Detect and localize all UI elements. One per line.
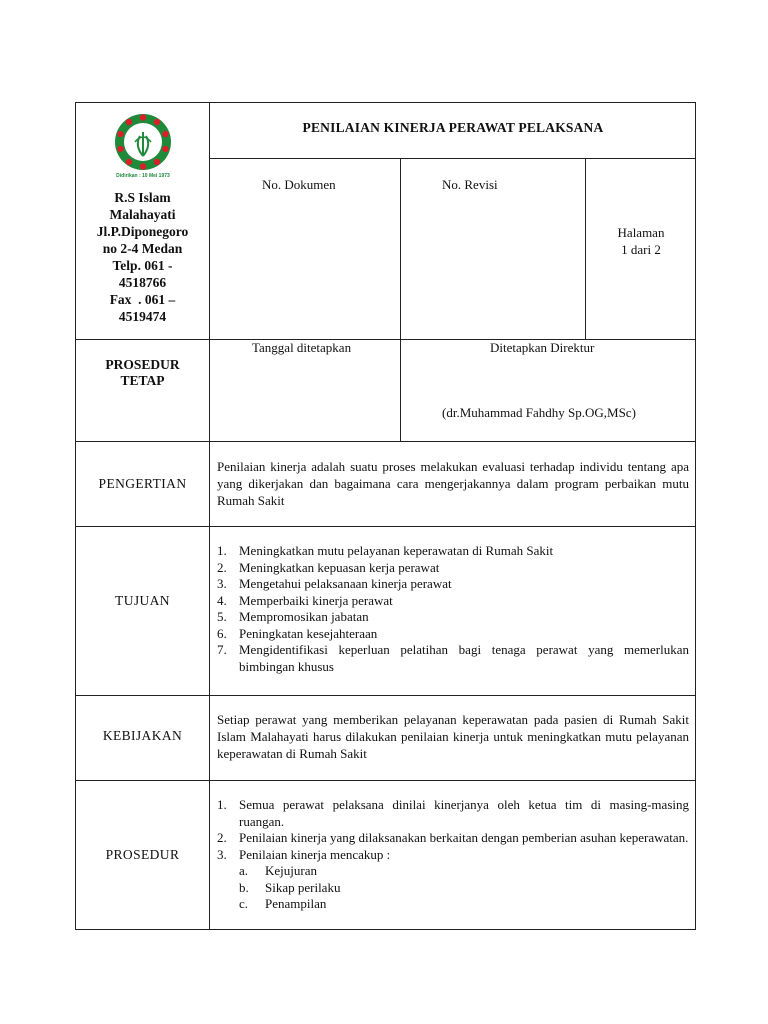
list-number: 6. xyxy=(217,625,227,641)
list-item xyxy=(217,609,689,626)
tujuan-list xyxy=(217,543,689,675)
prosedur-list xyxy=(217,797,689,913)
list-item xyxy=(217,560,689,577)
document-type-line: TETAP xyxy=(120,373,165,388)
hospital-line: Fax . 061 – xyxy=(109,292,176,307)
halaman-label: Halaman xyxy=(617,225,665,240)
sub-list-item xyxy=(217,863,689,880)
no-dokumen-label: No. Dokumen xyxy=(262,177,336,192)
row-divider xyxy=(76,695,696,696)
prosedur-label: PROSEDUR xyxy=(105,847,180,862)
hospital-line: 4519474 xyxy=(118,309,167,324)
list-item xyxy=(217,847,689,864)
list-text: Mengidentifikasi keperluan pelatihan bagi tenaga perawat yang memerlukan bimbingan khusus xyxy=(239,642,689,674)
row-divider xyxy=(210,158,696,159)
sub-list-letter: a. xyxy=(239,863,249,878)
list-item xyxy=(217,797,689,830)
sub-list-item xyxy=(217,896,689,913)
row-divider xyxy=(76,780,696,781)
sub-list-text: Kejujuran xyxy=(265,863,317,878)
logo-caption: Didirikan : 10 Mei 1973 xyxy=(116,173,170,179)
hospital-logo xyxy=(112,112,174,182)
halaman-cell xyxy=(586,224,696,258)
tujuan-label: TUJUAN xyxy=(115,593,170,608)
list-number: 5. xyxy=(217,609,227,624)
hospital-line: Jl.P.Diponegoro xyxy=(96,224,189,239)
list-number: 1. xyxy=(217,797,227,812)
list-number: 2. xyxy=(217,559,227,575)
sub-list-letter: c. xyxy=(239,896,249,911)
list-text: Meningkatkan mutu pelayanan keperawatan di Rumah Sakit xyxy=(239,543,554,558)
pengertian-text: Penilaian kinerja adalah suatu proses melakukan evaluasi terhadap individu tentang apa yang dikerjakan dan bagaimana cara mengerjakannya dalam program perbaikan mutu Rumah Sakit xyxy=(217,459,689,508)
hospital-line: R.S Islam xyxy=(114,190,171,205)
pengertian-label: PENGERTIAN xyxy=(98,476,187,491)
logo-emblem-icon xyxy=(112,112,174,182)
list-text: Peningkatan kesejahteraan xyxy=(239,625,378,641)
document-type-line: PROSEDUR xyxy=(105,357,180,372)
list-text: Penilaian kinerja mencakup : xyxy=(239,846,391,862)
list-text: Mempromosikan jabatan xyxy=(239,609,369,624)
list-number: 3. xyxy=(217,576,227,591)
director-name: (dr.Muhammad Fahdhy Sp.OG,MSc) xyxy=(442,405,636,420)
list-item xyxy=(217,830,689,847)
halaman-value: 1 dari 2 xyxy=(621,242,661,257)
sub-list-text: Penampilan xyxy=(265,896,327,911)
list-number: 2. xyxy=(217,830,227,845)
row-divider xyxy=(76,526,696,527)
column-divider xyxy=(209,103,210,930)
sub-list-item xyxy=(217,880,689,897)
list-number: 7. xyxy=(217,642,227,657)
list-item xyxy=(217,576,689,593)
list-text: Memperbaiki kinerja perawat xyxy=(239,592,393,608)
ditetapkan-direktur-label: Ditetapkan Direktur xyxy=(490,340,595,355)
list-item xyxy=(217,543,689,560)
kebijakan-text: Setiap perawat yang memberikan pelayanan keperawatan pada pasien di Rumah Sakit Islam Malahayati harus dilakukan penilaian kinerja untuk meningkatkan mutu pelayanan keperawatan di Rumah Sakit xyxy=(217,712,689,761)
hospital-cell xyxy=(76,103,209,339)
hospital-line: no 2-4 Medan xyxy=(102,241,183,256)
no-revisi-label: No. Revisi xyxy=(442,177,498,192)
list-text: Penilaian kinerja yang dilaksanakan berkaitan dengan pemberian asuhan keperawatan. xyxy=(239,830,689,845)
list-text: Mengetahui pelaksanaan kinerja perawat xyxy=(239,576,452,591)
list-text: Meningkatkan kepuasan kerja perawat xyxy=(239,559,440,575)
list-number: 4. xyxy=(217,592,227,608)
row-divider xyxy=(76,339,696,340)
list-number: 3. xyxy=(217,846,227,862)
sub-list-text: Sikap perilaku xyxy=(265,879,341,895)
document-type xyxy=(76,357,209,389)
sub-list-letter: b. xyxy=(239,879,249,895)
sop-document-table xyxy=(75,102,696,930)
hospital-address xyxy=(76,189,209,325)
column-divider xyxy=(400,159,401,441)
kebijakan-label: KEBIJAKAN xyxy=(102,728,183,743)
list-text: Semua perawat pelaksana dinilai kinerjanya oleh ketua tim di masing-masing ruangan. xyxy=(239,797,689,829)
list-number: 1. xyxy=(217,543,227,558)
row-divider xyxy=(76,441,696,442)
hospital-line: 4518766 xyxy=(118,275,167,290)
list-item xyxy=(217,642,689,675)
hospital-line: Telp. 061 - xyxy=(112,258,173,273)
list-item xyxy=(217,626,689,643)
document-title: PENILAIAN KINERJA PERAWAT PELAKSANA xyxy=(302,120,604,135)
hospital-line: Malahayati xyxy=(109,207,176,222)
tanggal-ditetapkan-label: Tanggal ditetapkan xyxy=(252,340,352,355)
list-item xyxy=(217,593,689,610)
